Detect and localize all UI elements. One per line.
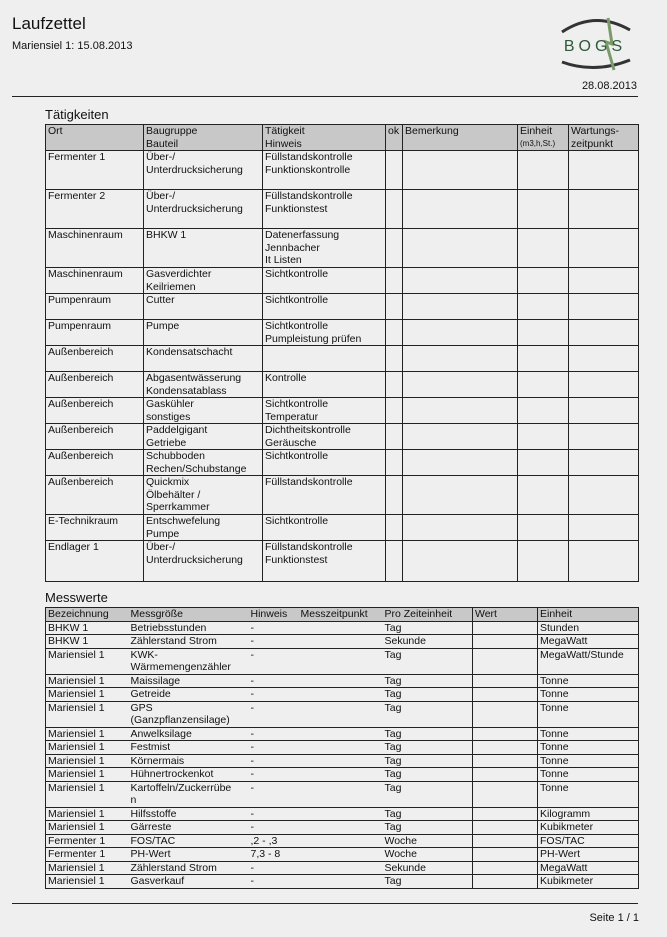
einheit-cell: MegaWatt — [538, 861, 639, 875]
bauteil-cell: Über-/ Unterdrucksicherung — [144, 541, 263, 582]
ok-cell[interactable] — [386, 268, 403, 294]
messgroesse-cell: PH-Wert — [129, 848, 249, 862]
wartungszeitpunkt-cell[interactable] — [569, 450, 639, 476]
wert-cell[interactable] — [473, 621, 538, 635]
wartungszeitpunkt-cell[interactable] — [569, 151, 639, 190]
bogs-logo — [550, 14, 640, 74]
zeiteinheit-cell: Woche — [383, 848, 473, 862]
table-row — [46, 268, 639, 294]
ok-cell[interactable] — [386, 398, 403, 424]
einheit-cell: Tonne — [538, 727, 639, 741]
einheit-cell[interactable] — [518, 294, 569, 320]
column-header: Bemerkung — [403, 125, 518, 151]
messgroesse-cell: Zählerstand Strom — [129, 635, 249, 649]
zeiteinheit-cell: Tag — [383, 875, 473, 889]
column-header: Wert — [473, 608, 538, 622]
bemerkung-cell[interactable] — [403, 515, 518, 541]
wert-cell[interactable] — [473, 688, 538, 702]
table-row — [46, 848, 639, 862]
table-row — [46, 861, 639, 875]
einheit-cell: Tonne — [538, 781, 639, 807]
einheit-cell: Tonne — [538, 754, 639, 768]
messzeitpunkt-cell — [299, 834, 383, 848]
messgroesse-cell: Hühnertrockenkot — [129, 768, 249, 782]
ok-cell[interactable] — [386, 320, 403, 346]
ort-cell: Außenbereich — [46, 424, 144, 450]
einheit-cell: Tonne — [538, 674, 639, 688]
bezeichnung-cell: BHKW 1 — [46, 621, 129, 635]
wert-cell[interactable] — [473, 741, 538, 755]
ok-cell[interactable] — [386, 541, 403, 582]
bezeichnung-cell: Mariensiel 1 — [46, 674, 129, 688]
bezeichnung-cell: Mariensiel 1 — [46, 875, 129, 889]
ort-cell: Außenbereich — [46, 346, 144, 372]
messzeitpunkt-cell — [299, 688, 383, 702]
einheit-cell[interactable] — [518, 229, 569, 268]
bezeichnung-cell: BHKW 1 — [46, 635, 129, 649]
messgroesse-cell: Hilfsstoffe — [129, 807, 249, 821]
zeiteinheit-cell: Tag — [383, 727, 473, 741]
table-row — [46, 346, 639, 372]
taetigkeit-cell: Dichtheitskontrolle Geräusche — [263, 424, 386, 450]
messgroesse-cell: Getreide — [129, 688, 249, 702]
wert-cell[interactable] — [473, 834, 538, 848]
ok-cell[interactable] — [386, 515, 403, 541]
table-row — [46, 151, 639, 190]
zeiteinheit-cell: Tag — [383, 674, 473, 688]
wert-cell[interactable] — [473, 781, 538, 807]
wartungszeitpunkt-cell[interactable] — [569, 541, 639, 582]
bemerkung-cell[interactable] — [403, 450, 518, 476]
header-divider — [12, 96, 638, 97]
bauteil-cell: Pumpe — [144, 320, 263, 346]
column-header: Einheit — [538, 608, 639, 622]
column-header: Messgröße — [129, 608, 249, 622]
bezeichnung-cell: Mariensiel 1 — [46, 648, 129, 674]
wert-cell[interactable] — [473, 648, 538, 674]
table-row — [46, 476, 639, 515]
bezeichnung-cell: Mariensiel 1 — [46, 807, 129, 821]
table-row — [46, 635, 639, 649]
einheit-cell: PH-Wert — [538, 848, 639, 862]
hinweis-cell: - — [249, 754, 299, 768]
wert-cell[interactable] — [473, 875, 538, 889]
messgroesse-cell: Gärreste — [129, 821, 249, 835]
table-row — [46, 541, 639, 582]
table-row — [46, 372, 639, 398]
hinweis-cell: 7,3 - 8 — [249, 848, 299, 862]
wartungszeitpunkt-cell[interactable] — [569, 424, 639, 450]
wert-cell[interactable] — [473, 861, 538, 875]
bezeichnung-cell: Mariensiel 1 — [46, 821, 129, 835]
table-row — [46, 450, 639, 476]
wartungszeitpunkt-cell[interactable] — [569, 268, 639, 294]
bauteil-cell: Cutter — [144, 294, 263, 320]
column-header: Bezeichnung — [46, 608, 129, 622]
messzeitpunkt-cell — [299, 807, 383, 821]
zeiteinheit-cell: Tag — [383, 768, 473, 782]
table-row — [46, 754, 639, 768]
hinweis-cell: - — [249, 701, 299, 727]
document-date: 28.08.2013 — [581, 80, 637, 92]
ok-cell[interactable] — [386, 294, 403, 320]
wartungszeitpunkt-cell[interactable] — [569, 372, 639, 398]
hinweis-cell: - — [249, 821, 299, 835]
bauteil-cell: Paddelgigant Getriebe — [144, 424, 263, 450]
hinweis-cell: - — [249, 621, 299, 635]
ok-cell[interactable] — [386, 372, 403, 398]
wert-cell[interactable] — [473, 807, 538, 821]
hinweis-cell: - — [249, 768, 299, 782]
table-row — [46, 741, 639, 755]
hinweis-cell: - — [249, 861, 299, 875]
einheit-cell: Stunden — [538, 621, 639, 635]
bauteil-cell: Entschwefelung Pumpe — [144, 515, 263, 541]
table-row — [46, 781, 639, 807]
zeiteinheit-cell: Tag — [383, 821, 473, 835]
bezeichnung-cell: Mariensiel 1 — [46, 768, 129, 782]
bemerkung-cell[interactable] — [403, 229, 518, 268]
einheit-cell[interactable] — [518, 372, 569, 398]
wert-cell[interactable] — [473, 674, 538, 688]
bauteil-cell: Quickmix Ölbehälter / Sperrkammer — [144, 476, 263, 515]
einheit-subheader: (m3,h,St.) — [520, 138, 556, 148]
taetigkeit-cell: Sichtkontrolle — [263, 294, 386, 320]
messwerte-table — [45, 607, 639, 889]
wert-cell[interactable] — [473, 768, 538, 782]
bezeichnung-cell: Mariensiel 1 — [46, 701, 129, 727]
einheit-cell[interactable] — [518, 450, 569, 476]
footer-divider — [12, 903, 638, 904]
messgroesse-cell: Gasverkauf — [129, 875, 249, 889]
hinweis-cell: - — [249, 781, 299, 807]
zeiteinheit-cell: Tag — [383, 621, 473, 635]
einheit-cell[interactable] — [518, 151, 569, 190]
bemerkung-cell[interactable] — [403, 346, 518, 372]
messgroesse-cell: Betriebsstunden — [129, 621, 249, 635]
messzeitpunkt-cell — [299, 754, 383, 768]
ort-cell: Maschinenraum — [46, 229, 144, 268]
hinweis-cell: - — [249, 674, 299, 688]
messgroesse-cell: GPS (Ganzpflanzensilage) — [129, 701, 249, 727]
einheit-cell[interactable] — [518, 541, 569, 582]
einheit-cell: Tonne — [538, 701, 639, 727]
ort-cell: Pumpenraum — [46, 320, 144, 346]
messzeitpunkt-cell — [299, 875, 383, 889]
column-header-label: Einheit — [520, 125, 553, 137]
ok-cell[interactable] — [386, 229, 403, 268]
zeiteinheit-cell: Tag — [383, 807, 473, 821]
zeiteinheit-cell: Tag — [383, 741, 473, 755]
column-header: ok — [386, 125, 403, 151]
taetigkeit-cell — [263, 346, 386, 372]
messzeitpunkt-cell — [299, 781, 383, 807]
column-header: Messzeitpunkt — [299, 608, 383, 622]
wert-cell[interactable] — [473, 727, 538, 741]
svg-text:BOGS: BOGS — [563, 38, 627, 55]
zeiteinheit-cell: Tag — [383, 688, 473, 702]
hinweis-cell: - — [249, 648, 299, 674]
table-row — [46, 229, 639, 268]
einheit-cell[interactable] — [518, 398, 569, 424]
messzeitpunkt-cell — [299, 621, 383, 635]
bezeichnung-cell: Mariensiel 1 — [46, 688, 129, 702]
einheit-cell: Kilogramm — [538, 807, 639, 821]
table-row — [46, 688, 639, 702]
wartungszeitpunkt-cell[interactable] — [569, 476, 639, 515]
wartungszeitpunkt-cell[interactable] — [569, 346, 639, 372]
bemerkung-cell[interactable] — [403, 424, 518, 450]
messzeitpunkt-cell — [299, 701, 383, 727]
bezeichnung-cell: Mariensiel 1 — [46, 741, 129, 755]
taetigkeit-cell: Datenerfassung Jennbacher It Listen — [263, 229, 386, 268]
wert-cell[interactable] — [473, 635, 538, 649]
wartungszeitpunkt-cell[interactable] — [569, 515, 639, 541]
wert-cell[interactable] — [473, 821, 538, 835]
taetigkeit-cell: Füllstandskontrolle — [263, 476, 386, 515]
bauteil-cell: Gasverdichter Keilriemen — [144, 268, 263, 294]
taetigkeit-cell: Füllstandskontrolle Funktionstest — [263, 190, 386, 229]
wartungszeitpunkt-cell[interactable] — [569, 320, 639, 346]
table-row — [46, 834, 639, 848]
table-row — [46, 821, 639, 835]
einheit-cell[interactable] — [518, 346, 569, 372]
messzeitpunkt-cell — [299, 848, 383, 862]
zeiteinheit-cell: Tag — [383, 648, 473, 674]
zeiteinheit-cell: Tag — [383, 701, 473, 727]
column-header: Ort — [46, 125, 144, 151]
wartungszeitpunkt-cell[interactable] — [569, 294, 639, 320]
bemerkung-cell[interactable] — [403, 372, 518, 398]
zeiteinheit-cell: Sekunde — [383, 635, 473, 649]
einheit-cell: MegaWatt/Stunde — [538, 648, 639, 674]
ort-cell: Endlager 1 — [46, 541, 144, 582]
messgroesse-cell: Maissilage — [129, 674, 249, 688]
bauteil-cell: Über-/ Unterdrucksicherung — [144, 190, 263, 229]
table-row — [46, 674, 639, 688]
taetigkeiten-table — [45, 124, 639, 582]
table-row — [46, 621, 639, 635]
messzeitpunkt-cell — [299, 727, 383, 741]
taetigkeit-cell: Sichtkontrolle — [263, 515, 386, 541]
column-header — [518, 125, 569, 151]
einheit-cell: Tonne — [538, 741, 639, 755]
bemerkung-cell[interactable] — [403, 541, 518, 582]
messzeitpunkt-cell — [299, 768, 383, 782]
bezeichnung-cell: Mariensiel 1 — [46, 781, 129, 807]
table-row — [46, 190, 639, 229]
bezeichnung-cell: Mariensiel 1 — [46, 861, 129, 875]
column-header: Pro Zeiteinheit — [383, 608, 473, 622]
section-heading-taetigkeiten: Tätigkeiten — [45, 107, 109, 122]
taetigkeit-cell: Füllstandskontrolle Funktionstest — [263, 541, 386, 582]
table-row — [46, 875, 639, 889]
bauteil-cell: Kondensatschacht — [144, 346, 263, 372]
table-row — [46, 320, 639, 346]
bauteil-cell: Abgasentwässerung Kondensatablass — [144, 372, 263, 398]
bauteil-cell: Über-/ Unterdrucksicherung — [144, 151, 263, 190]
ort-cell: Maschinenraum — [46, 268, 144, 294]
messzeitpunkt-cell — [299, 861, 383, 875]
wert-cell[interactable] — [473, 848, 538, 862]
hinweis-cell: - — [249, 635, 299, 649]
einheit-cell: Tonne — [538, 768, 639, 782]
bezeichnung-cell: Fermenter 1 — [46, 834, 129, 848]
hinweis-cell: - — [249, 807, 299, 821]
ok-cell[interactable] — [386, 151, 403, 190]
ort-cell: Außenbereich — [46, 450, 144, 476]
messgroesse-cell: Zählerstand Strom — [129, 861, 249, 875]
table-row — [46, 398, 639, 424]
table-row — [46, 727, 639, 741]
table-row — [46, 294, 639, 320]
wartungszeitpunkt-cell[interactable] — [569, 190, 639, 229]
messgroesse-cell: Körnermais — [129, 754, 249, 768]
bauteil-cell: Gaskühler sonstiges — [144, 398, 263, 424]
einheit-cell: FOS/TAC — [538, 834, 639, 848]
wartungszeitpunkt-cell[interactable] — [569, 398, 639, 424]
ort-cell: Fermenter 2 — [46, 190, 144, 229]
bezeichnung-cell: Mariensiel 1 — [46, 754, 129, 768]
wartungszeitpunkt-cell[interactable] — [569, 229, 639, 268]
ort-cell: E-Technikraum — [46, 515, 144, 541]
einheit-cell: Tonne — [538, 688, 639, 702]
bauteil-cell: BHKW 1 — [144, 229, 263, 268]
section-heading-messwerte: Messwerte — [45, 590, 108, 605]
ok-cell[interactable] — [386, 476, 403, 515]
hinweis-cell: - — [249, 688, 299, 702]
einheit-cell[interactable] — [518, 476, 569, 515]
ort-cell: Außenbereich — [46, 476, 144, 515]
table-row — [46, 807, 639, 821]
ok-cell[interactable] — [386, 424, 403, 450]
messzeitpunkt-cell — [299, 635, 383, 649]
table-row — [46, 424, 639, 450]
taetigkeit-cell: Sichtkontrolle Temperatur — [263, 398, 386, 424]
ok-cell[interactable] — [386, 190, 403, 229]
messgroesse-cell: Kartoffeln/Zuckerrübe n — [129, 781, 249, 807]
hinweis-cell: - — [249, 727, 299, 741]
taetigkeit-cell: Kontrolle — [263, 372, 386, 398]
einheit-cell[interactable] — [518, 424, 569, 450]
hinweis-cell: - — [249, 741, 299, 755]
bemerkung-cell[interactable] — [403, 190, 518, 229]
wert-cell[interactable] — [473, 701, 538, 727]
table-row — [46, 515, 639, 541]
bemerkung-cell[interactable] — [403, 320, 518, 346]
bauteil-cell: Schubboden Rechen/Schubstange — [144, 450, 263, 476]
taetigkeit-cell: Füllstandskontrolle Funktionskontrolle — [263, 151, 386, 190]
bemerkung-cell[interactable] — [403, 151, 518, 190]
ok-cell[interactable] — [386, 450, 403, 476]
bezeichnung-cell: Fermenter 1 — [46, 848, 129, 862]
messzeitpunkt-cell — [299, 648, 383, 674]
column-header: Tätigkeit Hinweis — [263, 125, 386, 151]
einheit-cell[interactable] — [518, 268, 569, 294]
column-header: Hinweis — [249, 608, 299, 622]
taetigkeit-cell: Sichtkontrolle Pumpleistung prüfen — [263, 320, 386, 346]
einheit-cell[interactable] — [518, 190, 569, 229]
hinweis-cell: - — [249, 875, 299, 889]
zeiteinheit-cell: Tag — [383, 781, 473, 807]
messzeitpunkt-cell — [299, 821, 383, 835]
ort-cell: Außenbereich — [46, 398, 144, 424]
wert-cell[interactable] — [473, 754, 538, 768]
ort-cell: Fermenter 1 — [46, 151, 144, 190]
table-row — [46, 768, 639, 782]
taetigkeit-cell: Sichtkontrolle — [263, 268, 386, 294]
einheit-cell: Kubikmeter — [538, 875, 639, 889]
einheit-cell[interactable] — [518, 320, 569, 346]
zeiteinheit-cell: Tag — [383, 754, 473, 768]
zeiteinheit-cell: Sekunde — [383, 861, 473, 875]
ok-cell[interactable] — [386, 346, 403, 372]
einheit-cell: Kubikmeter — [538, 821, 639, 835]
hinweis-cell: ,2 - ,3 — [249, 834, 299, 848]
messgroesse-cell: Festmist — [129, 741, 249, 755]
messgroesse-cell: FOS/TAC — [129, 834, 249, 848]
ort-cell: Pumpenraum — [46, 294, 144, 320]
bemerkung-cell[interactable] — [403, 294, 518, 320]
document-title: Laufzettel — [12, 14, 86, 33]
bemerkung-cell[interactable] — [403, 398, 518, 424]
einheit-cell[interactable] — [518, 515, 569, 541]
messgroesse-cell: Anwelksilage — [129, 727, 249, 741]
bezeichnung-cell: Mariensiel 1 — [46, 727, 129, 741]
messgroesse-cell: KWK- Wärmemengenzähler — [129, 648, 249, 674]
table-row — [46, 648, 639, 674]
messzeitpunkt-cell — [299, 741, 383, 755]
table-row — [46, 701, 639, 727]
document-subtitle: Mariensiel 1: 15.08.2013 — [12, 40, 133, 52]
bemerkung-cell[interactable] — [403, 476, 518, 515]
messzeitpunkt-cell — [299, 674, 383, 688]
ort-cell: Außenbereich — [46, 372, 144, 398]
taetigkeit-cell: Sichtkontrolle — [263, 450, 386, 476]
bemerkung-cell[interactable] — [403, 268, 518, 294]
page-number: Seite 1 / 1 — [589, 912, 639, 924]
einheit-cell: MegaWatt — [538, 635, 639, 649]
zeiteinheit-cell: Woche — [383, 834, 473, 848]
column-header: Baugruppe Bauteil — [144, 125, 263, 151]
column-header: Wartungs- zeitpunkt — [569, 125, 639, 151]
